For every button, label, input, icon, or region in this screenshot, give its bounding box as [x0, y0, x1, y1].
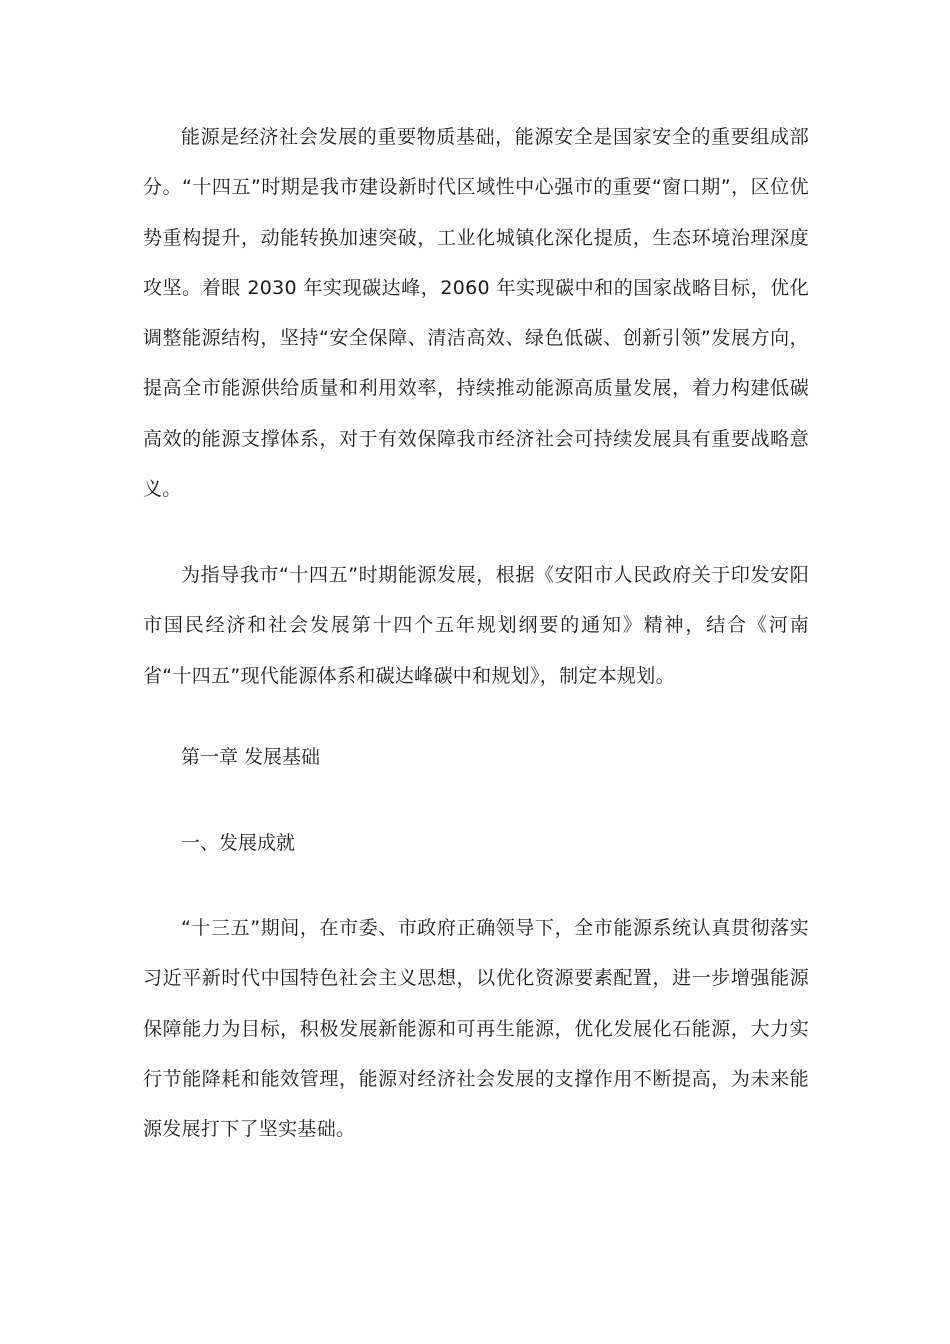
- purpose-paragraph: 为指导我市“十四五”时期能源发展，根据《安阳市人民政府关于印发安阳市国民经济和社会发展第十四个五年规划纲要的通知》精神，结合《河南省“十四五”现代能源体系和碳达峰碳中和规划》，制定本规划。: [143, 564, 809, 687]
- chapter-heading: 第一章 发展基础: [181, 746, 321, 768]
- intro-paragraph: 能源是经济社会发展的重要物质基础，能源安全是国家安全的重要组成部分。“十四五”时期是我市建设新时代区域性中心强市的重要“窗口期”，区位优势重构提升，动能转换加速突破，工业化城镇化深化提质，生态环境治理深度攻坚。着眼 2030 年实现碳达峰，2060 年实现碳中和的国家战略目标，优化调整能源结构，坚持“安全保障、清洁高效、绿色低碳、创新引领”发展方向，提高全市能源供给质量和利用效率，持续推动能源高质量发展，着力构建低碳高效的能源支撑体系，对于有效保障我市经济社会可持续发展具有重要战略意义。: [143, 126, 809, 501]
- achievements-paragraph: “十三五”期间，在市委、市政府正确领导下，全市能源系统认真贯彻落实习近平新时代中国特色社会主义思想，以优化资源要素配置，进一步增强能源保障能力为目标，积极发展新能源和可再生能源，优化发展化石能源，大力实行节能降耗和能效管理，能源对经济社会发展的支撑作用不断提高，为未来能源发展打下了坚实基础。: [143, 917, 809, 1141]
- section-heading: 一、发展成就: [181, 832, 296, 854]
